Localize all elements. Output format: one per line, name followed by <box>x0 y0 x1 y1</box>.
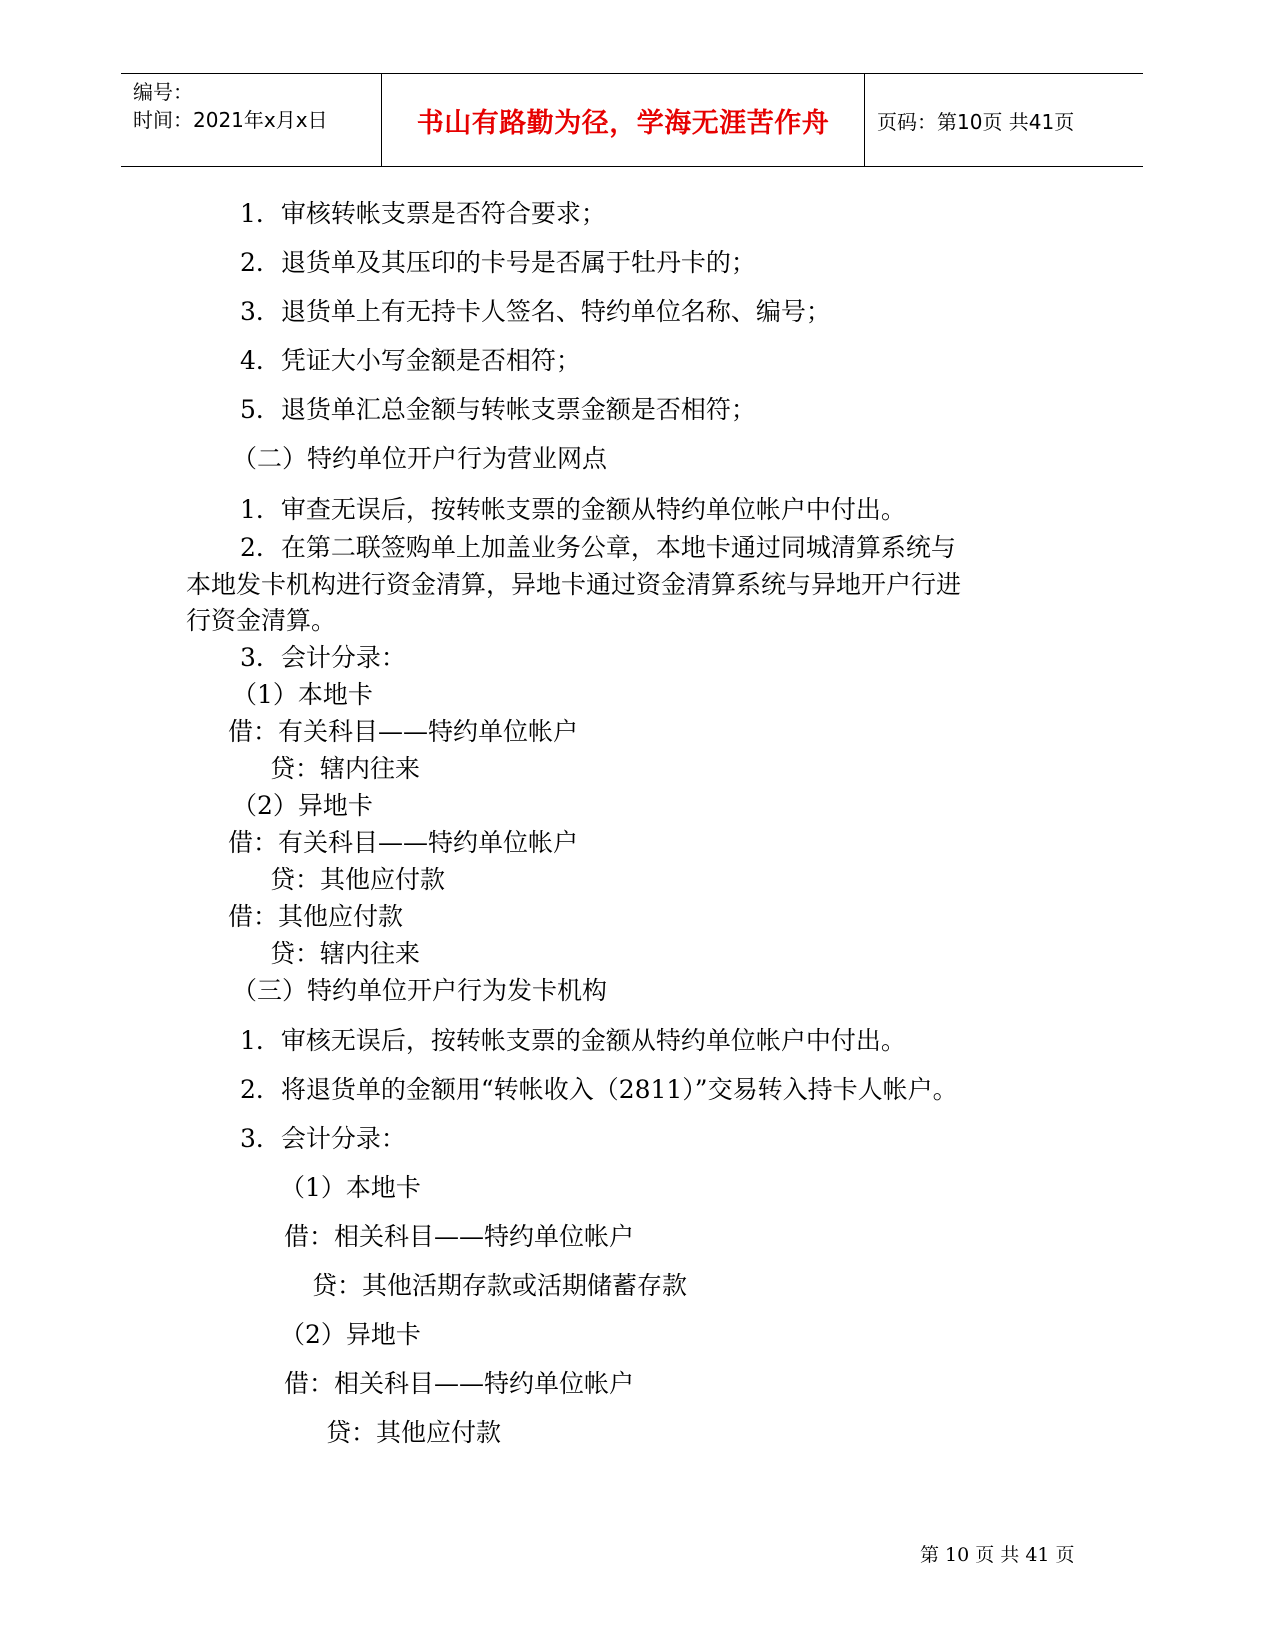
text-line: （2）异地卡 <box>280 1320 421 1349</box>
time-label: 时间：2021年x月x日 <box>133 108 328 132</box>
text-line: （2）异地卡 <box>232 791 373 820</box>
text-line: 借：相关科目——特约单位帐户 <box>284 1369 635 1398</box>
section-heading: （三）特约单位开户行为发卡机构 <box>232 976 608 1005</box>
text-line: 贷：辖内往来 <box>270 939 421 968</box>
number-label: 编号： <box>133 80 193 104</box>
text-line: 借：相关科目——特约单位帐户 <box>284 1222 635 1251</box>
text-line: （1）本地卡 <box>280 1173 421 1202</box>
text-line: 借：其他应付款 <box>228 902 404 931</box>
text-line: 本地发卡机构进行资金清算，异地卡通过资金清算系统与异地开户行进 <box>186 570 962 599</box>
text-line: 2．在第二联签购单上加盖业务公章，本地卡通过同城清算系统与 <box>240 533 956 562</box>
text-line: 贷：辖内往来 <box>270 754 421 783</box>
text-line: 贷：其他应付款 <box>326 1418 502 1447</box>
text-line: 3．会计分录： <box>240 1124 406 1153</box>
text-line: 贷：其他应付款 <box>270 865 446 894</box>
page-footer: 第 10 页 共 41 页 <box>920 1544 1075 1566</box>
text-line: 借：有关科目——特约单位帐户 <box>228 717 579 746</box>
text-line: 2．退货单及其压印的卡号是否属于牡丹卡的； <box>240 248 756 277</box>
text-line: 贷：其他活期存款或活期储蓄存款 <box>312 1271 688 1300</box>
text-line: 5．退货单汇总金额与转帐支票金额是否相符； <box>240 395 756 424</box>
header-table <box>121 73 1143 167</box>
text-line: 1．审查无误后，按转帐支票的金额从特约单位帐户中付出。 <box>240 495 906 524</box>
section-heading: （二）特约单位开户行为营业网点 <box>232 444 608 473</box>
text-line: 3．退货单上有无持卡人签名、特约单位名称、编号； <box>240 297 831 326</box>
header-left-cell <box>121 74 382 166</box>
text-line: 1．审核转帐支票是否符合要求； <box>240 199 606 228</box>
header-page-code: 页码：第10页 共41页 <box>877 109 1075 134</box>
text-line: （1）本地卡 <box>232 680 373 709</box>
text-line: 借：有关科目——特约单位帐户 <box>228 828 579 857</box>
text-line: 2．将退货单的金额用“转帐收入（2811）”交易转入持卡人帐户。 <box>240 1075 958 1104</box>
text-line: 行资金清算。 <box>186 606 337 635</box>
text-line: 1．审核无误后，按转帐支票的金额从特约单位帐户中付出。 <box>240 1026 906 1055</box>
text-line: 3．会计分录： <box>240 643 406 672</box>
text-line: 4．凭证大小写金额是否相符； <box>240 346 581 375</box>
header-motto: 书山有路勤为径，学海无涯苦作舟 <box>382 74 865 166</box>
